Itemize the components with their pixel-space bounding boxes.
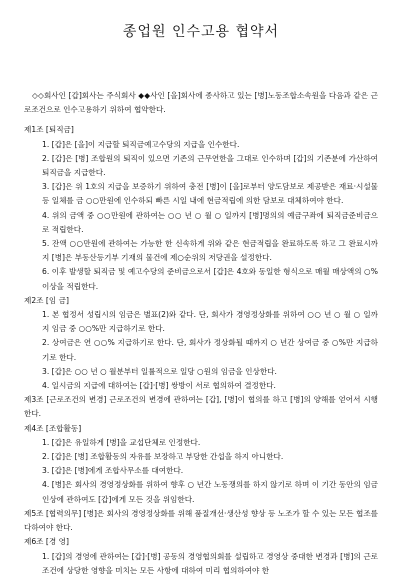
article-item: 3. [갑]은 [병]에게 조합사무소를 대여한다. xyxy=(42,466,184,476)
article-heading: 제4조 [조합활동] xyxy=(24,423,82,433)
article-heading: 제6조 [경 영] xyxy=(24,537,69,547)
article-heading: 제2조 [임 금] xyxy=(24,295,69,305)
article-item: 1. [갑]은 유일하게 [병]을 교섭단체로 인정한다. xyxy=(42,437,201,447)
article-heading: 제3조 [근로조건의 변경] 근로조건의 변경에 관하여는 [갑], [병]이 협의를 하고 [병]의 양해를 얻어서 시행한다. xyxy=(24,395,378,419)
intro-paragraph: ◇◇회사인 [갑]회사는 주식회사 ◆◆사인 [을]회사에 종사하고 있는 [병]노동조합소속원을 다음과 같은 근로조건으로 인수고용하기 위하여 협약한다. xyxy=(24,91,378,115)
article-item: 1. 본 협정서 성립시의 임금은 별표(2)와 같다. 단, 회사가 경영정상화를 위하여 ○○ 년 ○ 월 ○ 일까지 임금 중 ○○%만 지급하기로 한다. xyxy=(42,310,378,334)
article-item: 2. [갑]은 [병] 조합원의 퇴직이 있으면 기존의 근무연한을 그대로 인수하며 [갑]의 기존분에 가산하여 퇴직금을 지급한다. xyxy=(42,153,378,178)
article-item: 1. [갑]의 경영에 관하여는 [갑]·[병] 공동의 경영협의회를 설립하고 경영상 중대한 변경과 [병]의 근로조건에 상당한 영향을 미치는 모든 사항에 대하여 미리 협의하여야 한 xyxy=(42,551,378,575)
article-5 xyxy=(24,507,378,535)
article-4 xyxy=(24,422,378,507)
article-item: 1. [갑]은 [을]이 지급할 퇴직금예고수당의 지급을 인수한다. xyxy=(42,139,240,149)
article-6 xyxy=(24,535,378,578)
article-item: 3. [갑]은 ○○ 년 ○ 월분부터 일률적으로 일당 ○원의 임금을 인상한다. xyxy=(42,366,277,376)
article-item: 2. 상여금은 연 ○○% 지급하기로 한다. 단, 회사가 정상화될 때까지 ○ 년간 상여금 중 ○%만 지급하기로 한다. xyxy=(42,338,378,362)
document-title: 종업원 인수고용 협약서 xyxy=(122,24,280,40)
article-2 xyxy=(24,294,378,393)
article-item: 3. [갑]은 위 1호의 지급을 보증하기 위하여 충전 [병]이 [을]로부터 양도담보로 제공받은 재료·시설물 등 일체를 금 ○○만원에 인수하되 빠른 시일 내에 현금적립에 의한 담보로 대체하여야 한다. xyxy=(42,182,378,206)
article-item: 6. 이후 발생할 퇴직금 및 예고수당의 준비금으로서 [갑]은 4호와 동일한 형식으로 매월 매상액의 ○% 이상을 적립한다. xyxy=(42,267,378,291)
article-item: 4. 위의 금액 중 ○○만원에 관하여는 ○○ 년 ○ 월 ○ 일까지 [병]명의의 예금구좌에 퇴직금준비금으로 적립한다. xyxy=(42,210,378,234)
article-item: 4. [병]은 회사의 경영정상화를 위하여 향후 ○ 년간 노동쟁의를 하지 않기로 하며 이 기간 동안의 임금인상에 관하여도 [갑]에게 모든 것을 위임한다. xyxy=(42,480,378,504)
article-1 xyxy=(24,123,378,293)
article-3 xyxy=(24,393,378,421)
article-heading: 제5조 [협력의무] [병]은 회사의 경영정상화를 위해 품질개선·생산성 향상 등 노조가 할 수 있는 모든 협조를 다하여야 한다. xyxy=(24,508,378,533)
article-item: 5. 잔액 ○○만원에 관하여는 가능한 한 신속하게 위와 같은 현금적립을 완료하도록 하고 그 완료시까지 [병]은 부동산등기부 기재의 물건에 제○순위의 저당권을 설정한다. xyxy=(42,239,378,263)
article-item: 4. 일시금의 지급에 대하여는 [갑]·[병] 쌍방이 서로 협의하여 결정한다. xyxy=(42,381,276,391)
article-item: 2. [갑]은 [병] 조합활동의 자유를 보장하고 부당한 간섭을 하지 아니한다. xyxy=(42,452,284,462)
article-heading: 제1조 [퇴직금] xyxy=(24,125,74,135)
